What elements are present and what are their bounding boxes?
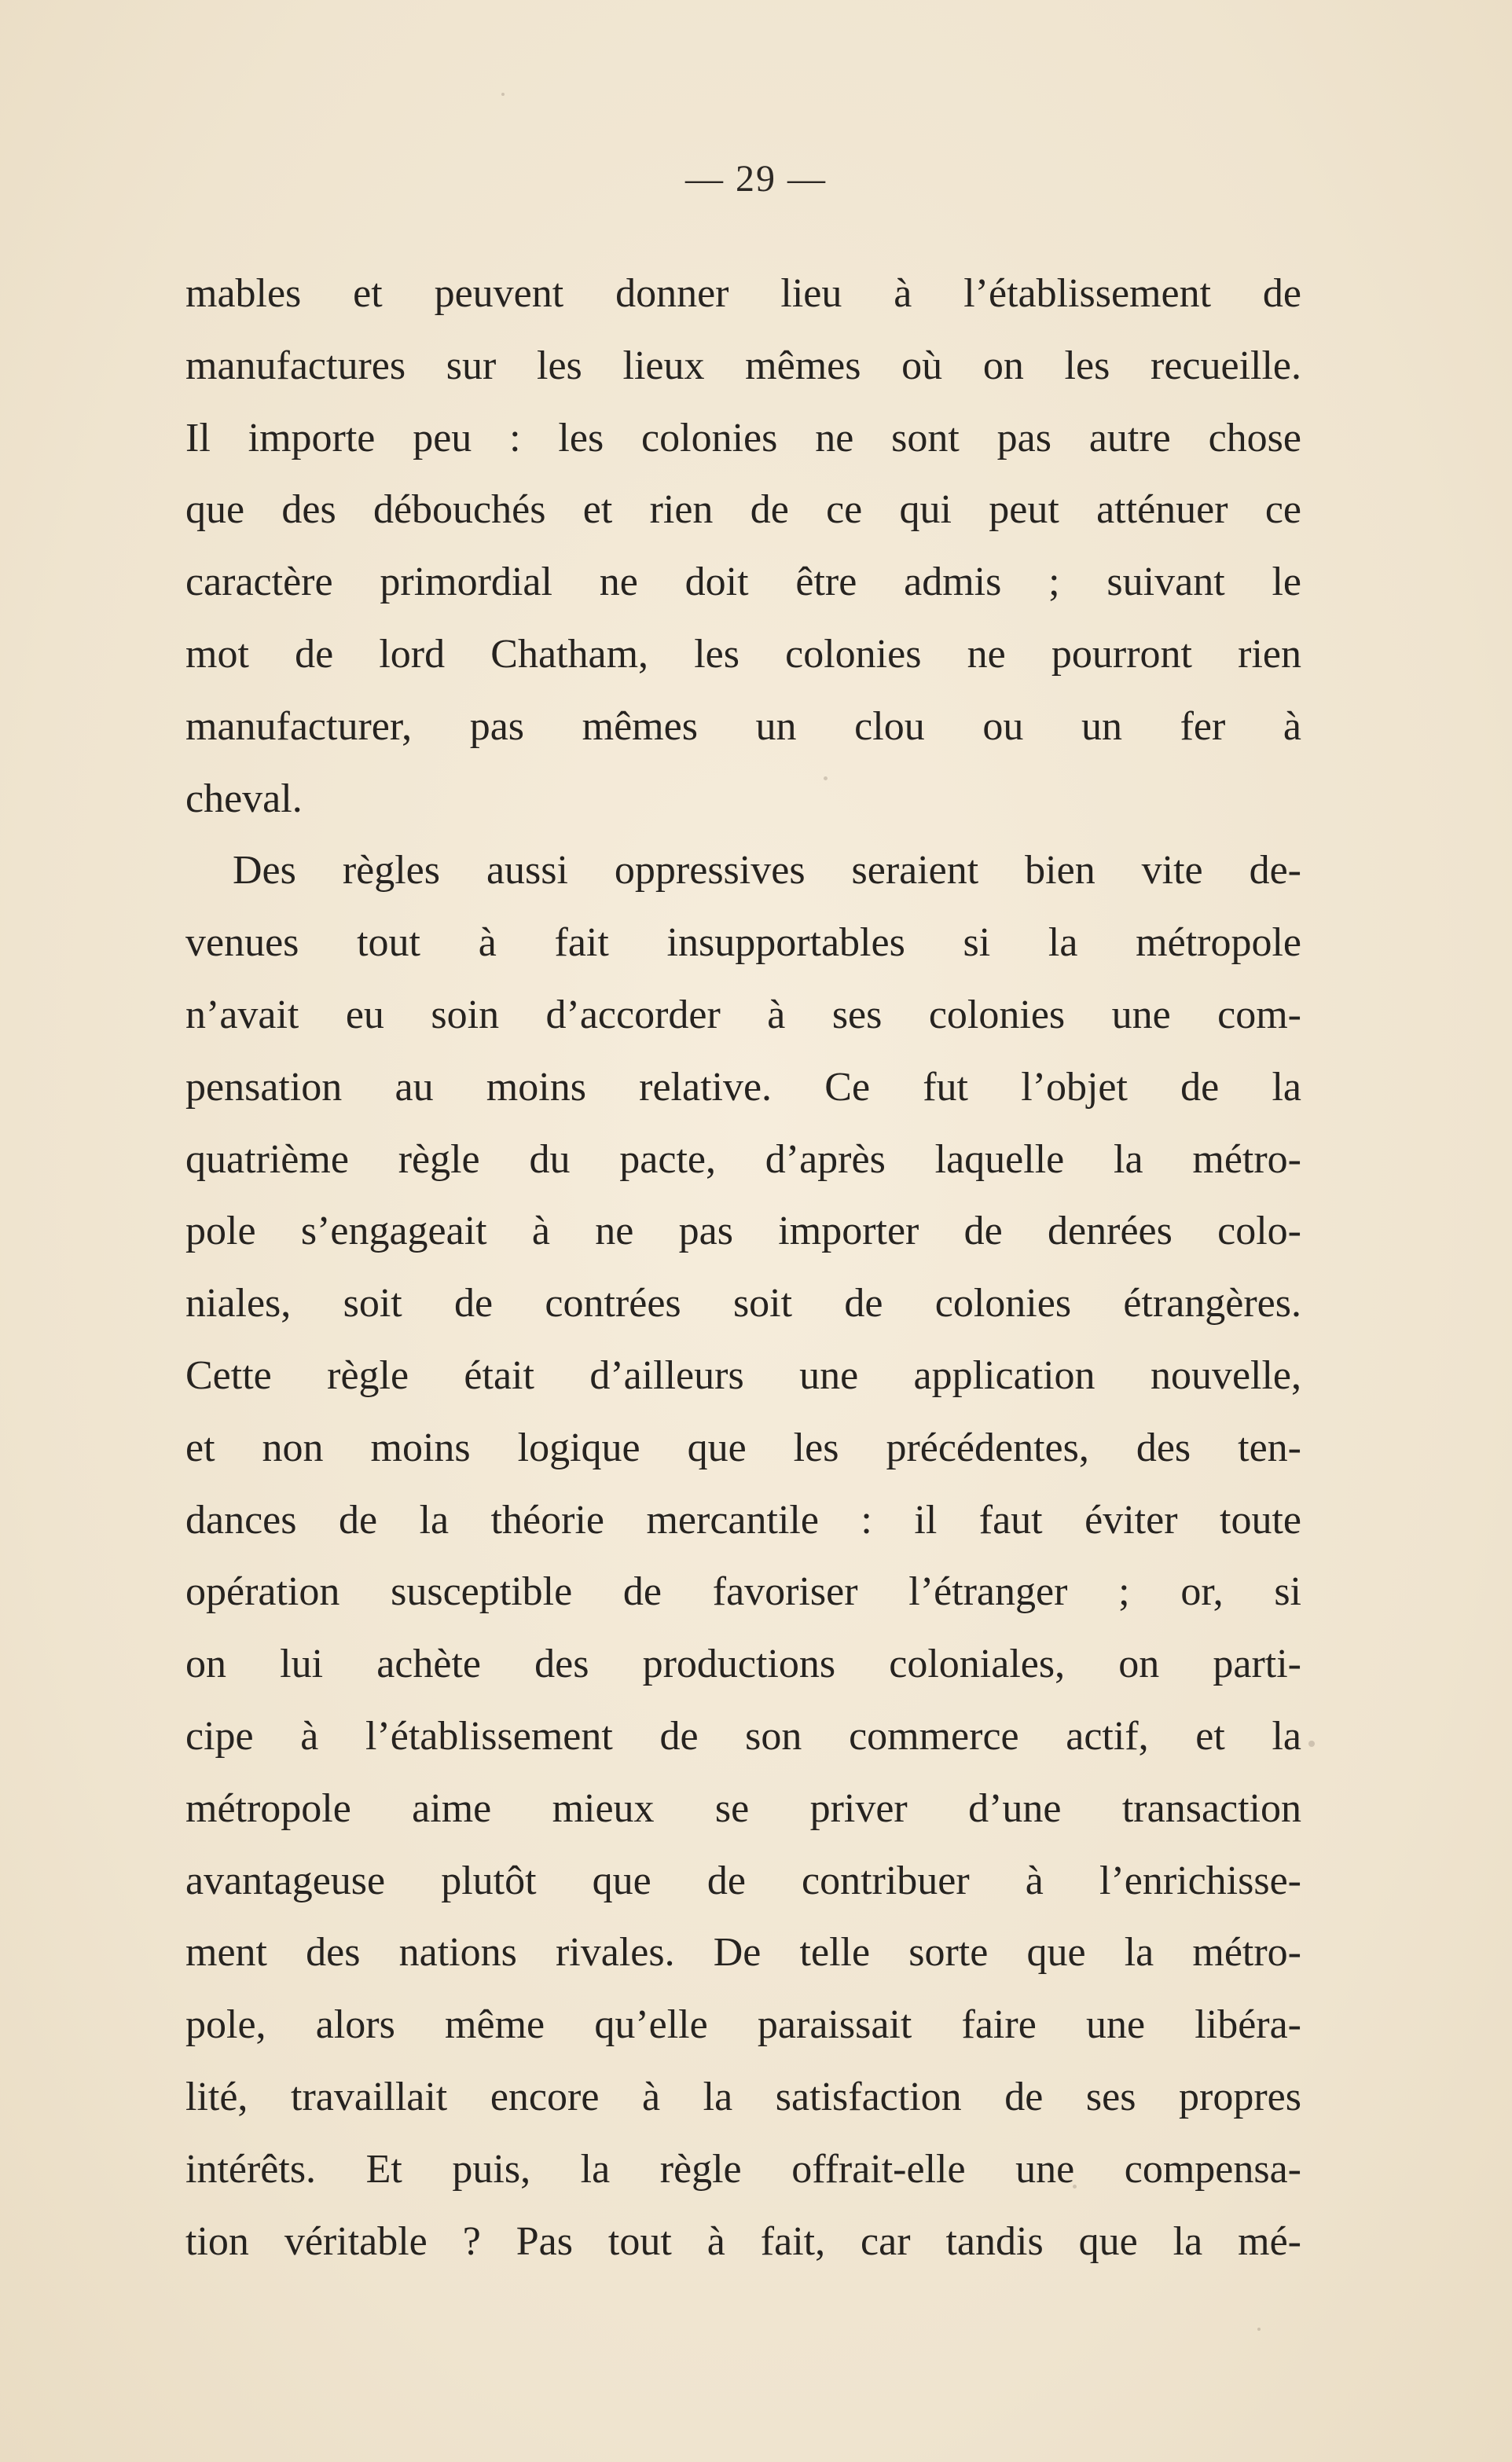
text-line: avantageuse plutôt que de contribuer à l’enrichisse-: [185, 1858, 1301, 1903]
body-text: [185, 258, 1301, 2277]
text-line: mables et peuvent donner lieu à l’établissement de: [185, 271, 1301, 316]
text-line: manufacturer, pas mêmes un clou ou un fer à: [185, 703, 1301, 749]
paragraph-start-line: Des règles aussi oppressives seraient bien vite de-: [233, 848, 1301, 893]
text-line: et non moins logique que les précédentes, des ten-: [185, 1425, 1301, 1470]
paper-speck: [501, 93, 505, 96]
text-line: cipe à l’établissement de son commerce actif, et la: [185, 1713, 1301, 1759]
paper-speck: [824, 776, 828, 780]
text-line: lité, travaillait encore à la satisfaction de ses propres: [185, 2074, 1301, 2119]
text-line: pole s’engageait à ne pas importer de denrées colo-: [185, 1209, 1301, 1254]
text-line: ment des nations rivales. De telle sorte que la métro-: [185, 1930, 1301, 1976]
text-line: métropole aime mieux se priver d’une transaction: [185, 1785, 1301, 1831]
text-line: n’avait eu soin d’accorder à ses colonies une com-: [185, 992, 1301, 1037]
paper-speck: [1257, 2328, 1261, 2331]
paragraph-end-line: cheval.: [185, 776, 303, 821]
text-line: niales, soit de contrées soit de colonies étrangères.: [185, 1281, 1301, 1326]
text-line: caractère primordial ne doit être admis ; suivant le: [185, 560, 1301, 605]
text-line: quatrième règle du pacte, d’après laquelle la métro-: [185, 1136, 1301, 1182]
text-line: Il importe peu : les colonies ne sont pas autre chose: [185, 415, 1301, 460]
text-line: opération susceptible de favoriser l’étranger ; or, si: [185, 1569, 1301, 1615]
text-line: mot de lord Chatham, les colonies ne pourront rien: [185, 631, 1301, 677]
page-number: — 29 —: [685, 158, 827, 200]
text-line: pensation au moins relative. Ce fut l’objet de la: [185, 1064, 1301, 1110]
text-line: tion véritable ? Pas tout à fait, car tandis que la mé-: [185, 2218, 1301, 2264]
text-line: pole, alors même qu’elle paraissait faire une libéra-: [185, 2002, 1301, 2048]
text-line: dances de la théorie mercantile : il faut éviter toute: [185, 1497, 1301, 1543]
text-line: que des débouchés et rien de ce qui peut atténuer ce: [185, 487, 1301, 533]
text-line: intérêts. Et puis, la règle offrait-elle une compensa-: [185, 2146, 1301, 2192]
text-line: manufactures sur les lieux mêmes où on les recueille.: [185, 343, 1301, 388]
text-line: on lui achète des productions coloniales, on parti-: [185, 1642, 1301, 1687]
text-line: Cette règle était d’ailleurs une application nouvelle,: [185, 1352, 1301, 1398]
text-line: venues tout à fait insupportables si la métropole: [185, 920, 1301, 966]
paper-speck: [1308, 1741, 1315, 1747]
paper-speck: [1073, 2185, 1077, 2189]
